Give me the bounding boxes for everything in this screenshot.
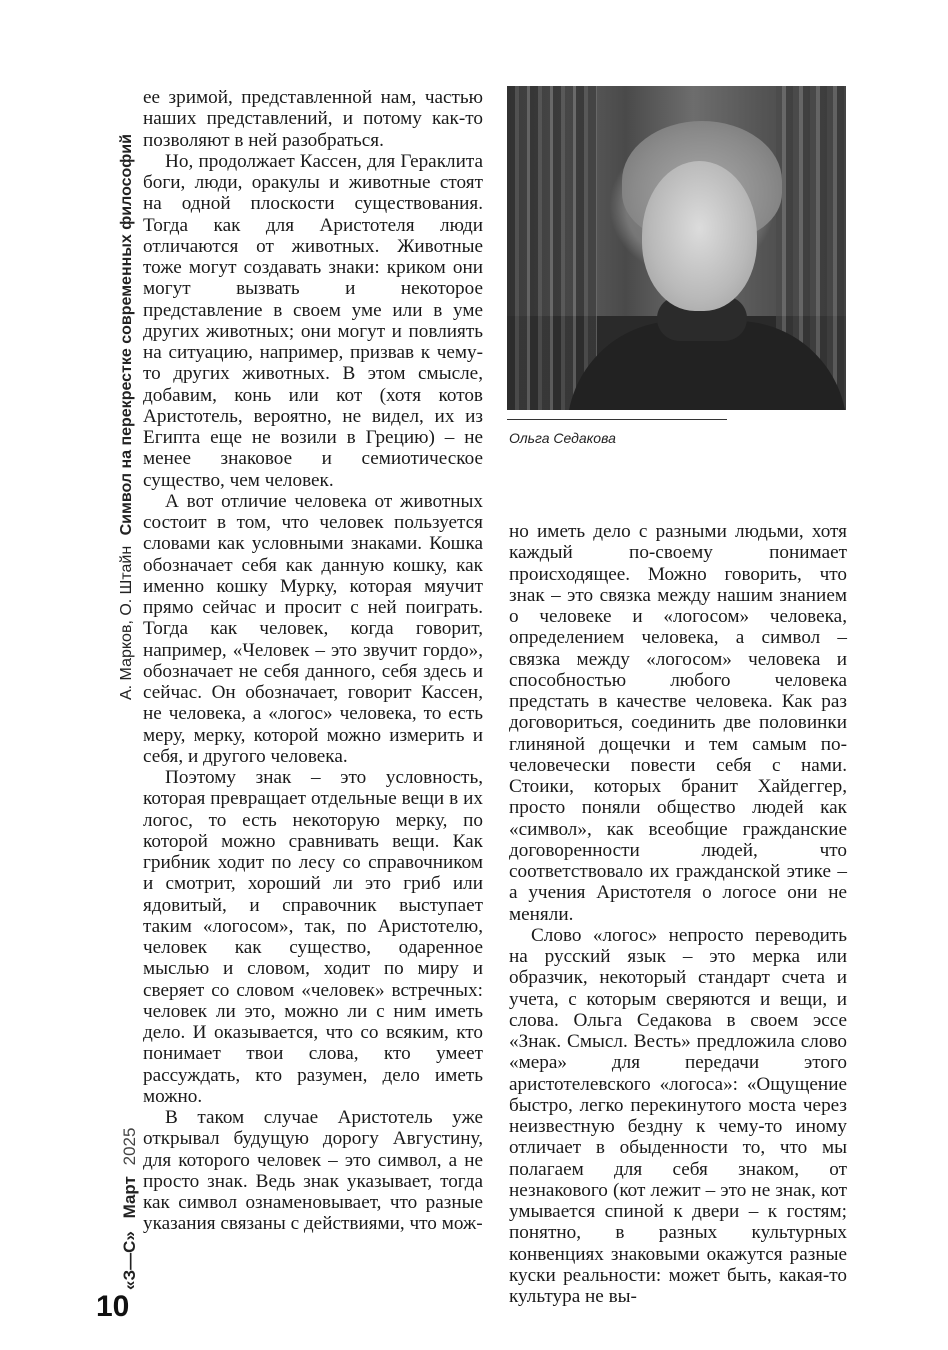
- running-header-title: Символ на перекрестке современных философий: [118, 134, 135, 536]
- portrait-photo: [507, 86, 846, 410]
- photo-face: [642, 161, 757, 311]
- page-number: 10: [96, 1290, 130, 1323]
- running-header-authors: А. Марков, О. Штайн: [118, 545, 135, 700]
- paragraph: А вот отличие человека от животных состоит в том, что человек пользуется словами как условными знаками. Кошка обозначает себя как данную кошку, как именно кошку Мурку, которая мяучит прямо сейчас и просит с ней поиграть. Тогда как человек, когда говорит, например, «Человек – это звучит гордо», обозначает не себя данного, себя здесь и сейчас. Он обозначает, говорит Кассен, не человека, а «логос» человека, то есть меру, мерку, которой можно измерить и себя, и другого человека.: [143, 490, 483, 767]
- photo-bookshelf-left: [507, 86, 597, 410]
- paragraph: Слово «логос» непросто переводить на русский язык – это мерка или образчик, некоторый стандарт счета и учета, с которым сверяются и вещи, и слова. Ольга Седакова в своем эссе «Знак. Смысл. Весть» предложила слово «мера» для передачи этого аристотелевского «логоса»: «Ощущение быстро, легко перекинутого моста через неизвестную бездну к чему-то иному отличает в обыденности то, что мы полагаем для себя знаком, от незнакового (кот лежит – это не знак, кот умывается спиной к двери – к гостям; понятно, в разных культурных конвенциях знаковыми окажутся разные куски реальности: может быть, какая-то культура не вы-: [509, 924, 847, 1307]
- journal-name: «З—С»: [120, 1231, 139, 1290]
- issue-month: Март: [120, 1176, 139, 1219]
- paragraph: В таком случае Аристотель уже открывал будущую дорогу Августину, для которого человек – это символ, а не просто знак. Ведь знак указывает, тогда как символ ознаменовывает, что разные указания связаны с действиями, что мож-: [143, 1107, 483, 1235]
- issue-year: 2025: [120, 1127, 139, 1166]
- photo-caption: Ольга Седакова: [509, 430, 616, 446]
- paragraph: но иметь дело с разными людьми, хотя каждый по-своему понимает происходящее. Можно говорить, что знак – это связка между нашим знанием о человеке и «логосом» человека, определением человека, а символ – связка между «логосом» человека и способностью любого человека предстать в качестве человека. Как раз договориться, соединить две половинки глиняной дощечки и тем самым по-человечески повести себя с нами. Стоики, которых бранит Хайдеггер, просто поняли общество людей как «символ», как всеобщие гражданские договоренности людей, что соответствовало их гражданской этике – а учения Аристотеля о логосе они не меняли.: [509, 521, 847, 925]
- paragraph: Но, продолжает Кассен, для Гераклита боги, люди, оракулы и животные стоят на одной плоскости существования. Тогда как для Аристотеля люди отличаются от животных. Животные тоже могут создавать знаки: криком они могут вызвать и некоторое представление в своем уме или в уме других животных; они могут и повлиять на ситуацию, например, призвав к чему-то других животных. В этом смысле, добавим, конь или кот (хотя котов Аристотель, вероятно, не видел, их из Египта еще не возили в Грецию) – не менее знаковое и семиотическое существо, чем человек.: [143, 150, 483, 491]
- paragraph: Поэтому знак – это условность, которая превращает отдельные вещи в их логос, то есть некоторую мерку, по которой можно сравнивать вещи. Как грибник ходит по лесу со справочником и смотрит, хороший ли это гриб или ядовитый, и справочник выступает таким «логосом», так, по Аристотелю, человек как существо, одаренное мыслью и словом, ходит по миру и сверяет со словом «человек» встречных: человек ли это, можно ли с ним иметь дело. И оказывается, что со всяким, кто понимает твои слова, кто умеет рассуждать, кто разумен, дело иметь можно.: [143, 767, 483, 1107]
- right-column: [509, 521, 847, 1307]
- running-footer: [120, 1128, 140, 1290]
- left-column: [143, 87, 483, 1235]
- paragraph: ее зримой, представленной нам, частью наших представлений, и потому как-то позволяют в ней разобраться.: [143, 87, 483, 151]
- caption-divider: [507, 419, 727, 420]
- running-header: [118, 134, 136, 700]
